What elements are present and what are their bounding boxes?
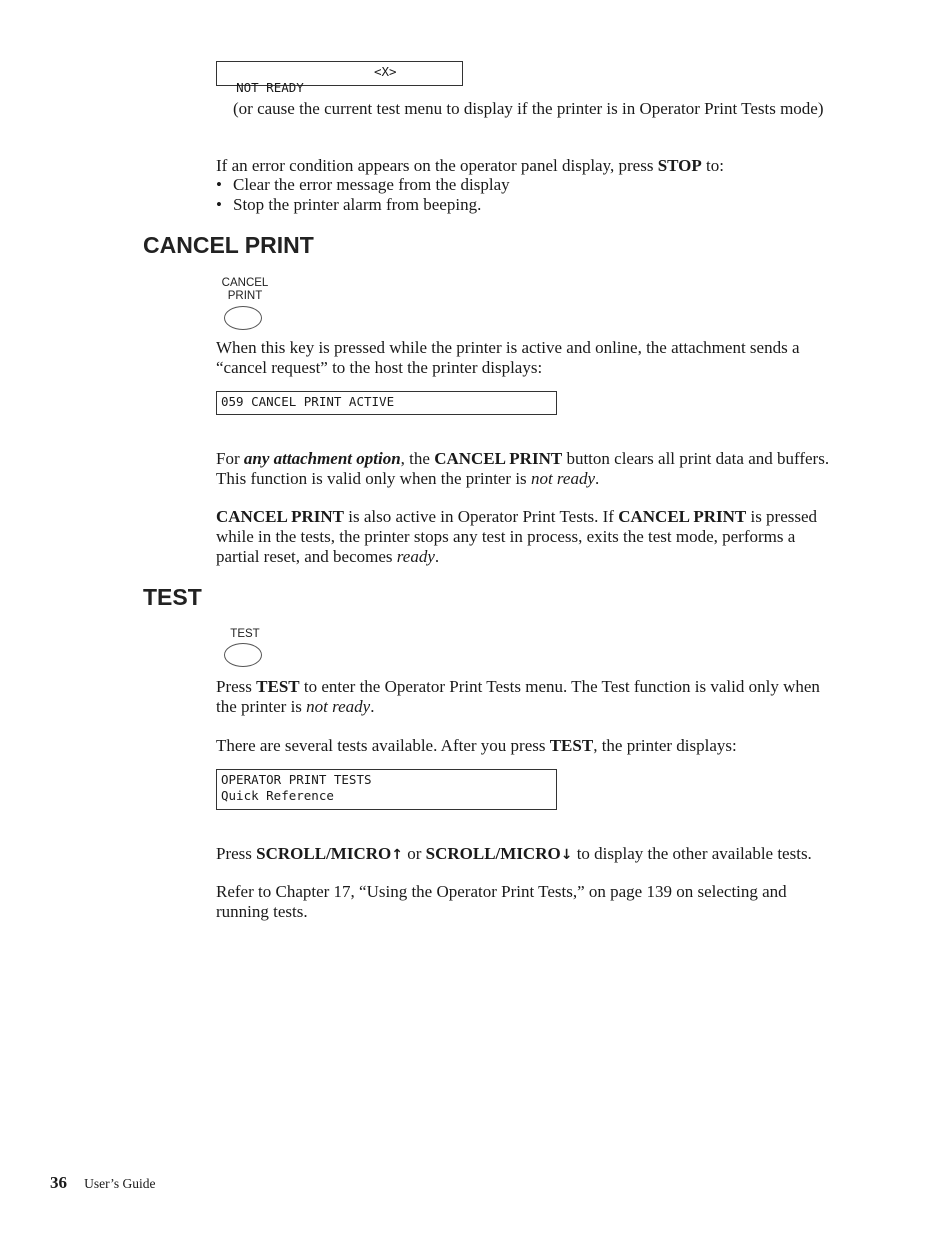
test-key <box>216 628 274 667</box>
footer-title: User’s Guide <box>84 1176 156 1191</box>
test-paragraph-1: Press TEST to enter the Operator Print Tests menu. The Test function is valid only when the printer is not ready. <box>216 677 820 716</box>
operator-display-not-ready <box>216 61 463 95</box>
cancel-print-heading: CANCEL PRINT <box>143 232 314 258</box>
stop-paragraph: If an error condition appears on the operator panel display, press STOP to: <box>216 156 724 175</box>
cancel-print-paragraph-2: For any attachment option, the CANCEL PRINT button clears all print data and buffers. This function is valid only when the printer is not ready. <box>216 449 830 488</box>
list-item: • Stop the printer alarm from beeping. <box>216 195 482 214</box>
cancel-print-paragraph-3: CANCEL PRINT is also active in Operator Print Tests. If CANCEL PRINT is pressed while in the tests, the printer stops any test in process, exits the test mode, performs a partial reset, and becomes ready. <box>216 507 818 566</box>
cancel-print-key-label: CANCEL PRINT <box>221 277 269 302</box>
test-key-label: TEST <box>230 628 260 640</box>
list-item: • Clear the error message from the display <box>216 175 510 194</box>
test-key-icon <box>224 643 262 667</box>
cancel-print-display: 059 CANCEL PRINT ACTIVE <box>216 391 557 415</box>
test-paragraph-2: There are several tests available. After you press TEST, the printer displays: <box>216 736 737 755</box>
test-paragraph-4: Refer to Chapter 17, “Using the Operator Print Tests,” on page 139 on selecting and running tests. <box>216 882 787 921</box>
test-paragraph-3: Press SCROLL/MICRO↑ or SCROLL/MICRO↓ to display the other available tests. <box>216 844 812 863</box>
arrow-down-icon: ↓ <box>560 847 573 863</box>
cancel-print-key <box>216 277 274 330</box>
arrow-up-icon: ↑ <box>391 847 403 863</box>
stop-key-name: STOP <box>657 156 702 175</box>
page-number: 36 <box>50 1173 67 1192</box>
test-heading: TEST <box>143 584 202 610</box>
cancel-print-key-icon <box>224 306 262 330</box>
intro-note: (or cause the current test menu to display if the printer is in Operator Print Tests mode) <box>233 99 824 118</box>
page-footer <box>50 1173 155 1193</box>
cancel-print-paragraph-1: When this key is pressed while the printer is active and online, the attachment sends a “cancel request” to the host the printer displays: <box>216 338 800 377</box>
test-display: OPERATOR PRINT TESTS Quick Reference <box>216 769 557 810</box>
stop-bullet-list <box>216 175 836 215</box>
display-indicator-text: <X> <box>374 64 397 79</box>
display-status-text: NOT READY <box>236 80 304 95</box>
